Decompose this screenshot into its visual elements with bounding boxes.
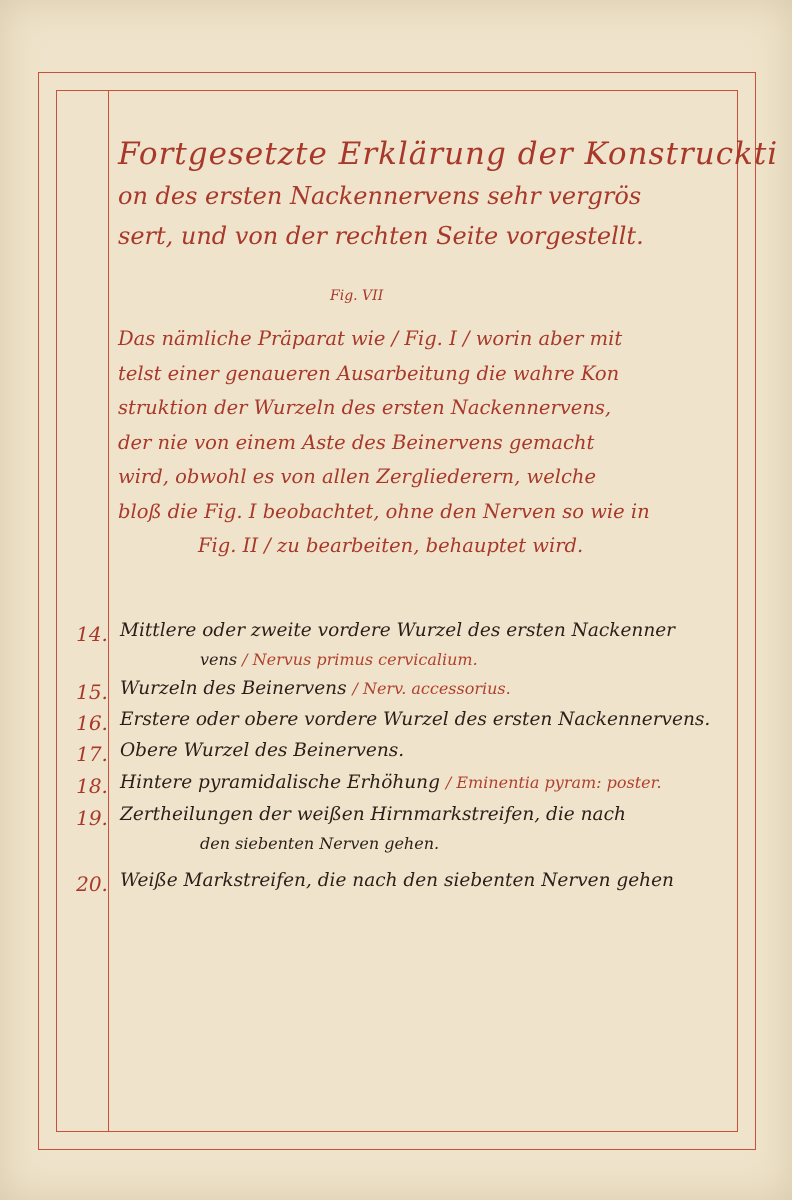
entry-text: Erstere oder obere vordere Wurzel des ersten Nackennervens.: [120, 709, 711, 730]
entry-line: [120, 678, 720, 699]
latin-term: / Nerv. accessorius.: [352, 679, 511, 698]
entry-text: Zertheilungen der weißen Hirnmarkstreifen, die nach: [120, 804, 626, 825]
title-line-3: sert, und von der rechten Seite vorgestellt.: [118, 222, 644, 250]
page-title: [118, 132, 779, 256]
description-paragraph: [118, 322, 718, 564]
paragraph-line: wird, obwohl es von allen Zergliederern, welche: [118, 465, 596, 488]
entry-sub-text: den siebenten Nerven gehen.: [200, 834, 440, 853]
entry-continuation: [200, 834, 439, 853]
entry-number: 14.: [76, 622, 108, 646]
title-line-1: Fortgesetzte Erklärung der Konstruckti: [118, 136, 779, 172]
entry-text: Obere Wurzel des Beinervens.: [120, 740, 405, 761]
entry-sub-text: vens: [200, 650, 238, 669]
paragraph-line: Das nämliche Präparat wie / Fig. I / worin aber mit: [118, 327, 623, 350]
entry-text: Wurzeln des Beinervens: [120, 678, 347, 699]
figure-label: Fig. VII: [330, 288, 384, 304]
entry-line: [120, 772, 720, 793]
paragraph-line: telst einer genaueren Ausarbeitung die wahre Kon: [118, 361, 620, 385]
entry-number: 15.: [76, 680, 108, 704]
latin-term: / Nervus primus cervicalium.: [242, 650, 478, 669]
paragraph-line: der nie von einem Aste des Beinervens gemacht: [118, 430, 595, 454]
latin-term: / Eminentia pyram: poster.: [445, 773, 662, 792]
entry-continuation: [200, 650, 478, 669]
paragraph-line: Fig. II / zu bearbeiten, behauptet wird.: [198, 534, 584, 557]
paragraph-line: struktion der Wurzeln des ersten Nackennervens,: [118, 396, 612, 419]
entry-text: Hintere pyramidalische Erhöhung: [120, 772, 440, 793]
entry-text: Weiße Markstreifen, die nach den siebenten Nerven gehen: [120, 870, 674, 891]
entry-text: Mittlere oder zweite vordere Wurzel des ersten Nackenner: [120, 620, 676, 641]
paragraph-line: bloß die Fig. I beobachtet, ohne den Nerven so wie in: [118, 499, 650, 523]
entry-number: 20.: [76, 872, 108, 896]
entry-number: 18.: [76, 774, 108, 798]
margin-rule: [108, 90, 109, 1132]
entry-number: 16.: [76, 711, 108, 735]
title-line-2: on des ersten Nackennervens sehr vergrös: [118, 182, 642, 210]
entry-number: 17.: [76, 742, 108, 766]
entry-number: 19.: [76, 806, 108, 830]
